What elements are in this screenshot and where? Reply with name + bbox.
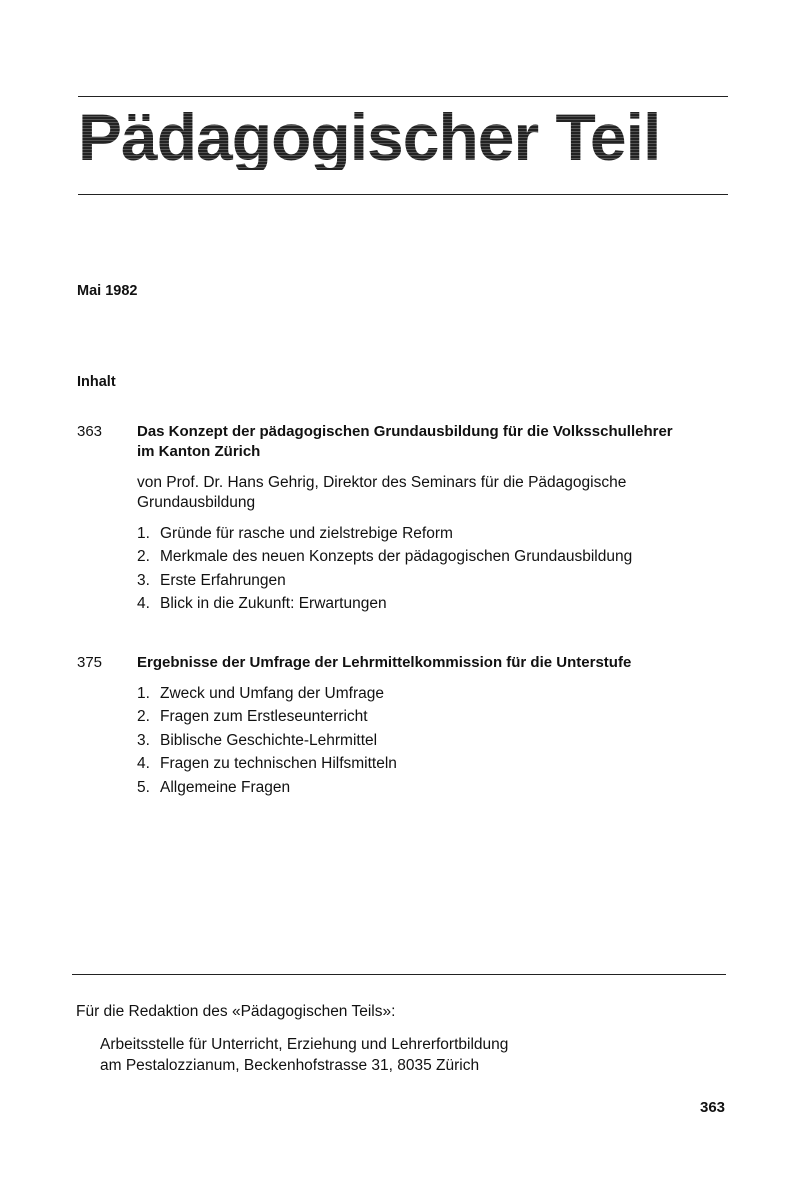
entry-1-author-line-1: von Prof. Dr. Hans Gehrig, Direktor des Seminars für die Pädagogische [137, 474, 627, 491]
top-rule [78, 96, 728, 97]
contents-heading: Inhalt [77, 374, 116, 390]
item-text: Erste Erfahrungen [160, 571, 286, 589]
item-text: Fragen zum Erstleseunterricht [160, 708, 368, 726]
item-text: Gründe für rasche und zielstrebige Reform [160, 525, 453, 542]
item-number: 1. [137, 685, 150, 702]
issue-date: Mai 1982 [77, 283, 138, 299]
editorial-label: Für die Redaktion des «Pädagogischen Teils»: [76, 1003, 396, 1020]
item-number: 3. [137, 731, 150, 749]
list-item [137, 522, 632, 545]
entry-1-title-line-1: Das Konzept der pädagogischen Grundausbildung für die Volksschullehrer [137, 423, 673, 440]
address-line-1: Arbeitsstelle für Unterricht, Erziehung und Lehrerfortbildung [100, 1036, 509, 1053]
item-text: Zweck und Umfang der Umfrage [160, 685, 384, 702]
list-item [137, 729, 397, 752]
item-number: 5. [137, 778, 150, 796]
item-text: Fragen zu technischen Hilfsmitteln [160, 755, 397, 773]
list-item [137, 569, 632, 592]
entry-2-item-list [137, 682, 397, 799]
item-text: Blick in die Zukunft: Erwartungen [160, 595, 387, 613]
item-number: 3. [137, 571, 150, 589]
item-number: 1. [137, 525, 150, 542]
item-number: 4. [137, 595, 150, 613]
entry-1-author-line-2: Grundausbildung [137, 494, 256, 511]
item-text: Biblische Geschichte-Lehrmittel [160, 731, 378, 749]
list-item [137, 752, 397, 775]
entry-1-author [137, 473, 732, 513]
list-item [137, 682, 397, 705]
item-number: 4. [137, 755, 150, 773]
list-item [137, 592, 632, 615]
list-item [137, 705, 397, 728]
list-item [137, 545, 632, 568]
item-text: Allgemeine Fragen [160, 778, 291, 796]
entry-1-item-list [137, 522, 632, 616]
entry-1-title-line-2: im Kanton Zürich [137, 443, 261, 460]
entry-1-page-number: 363 [77, 423, 103, 440]
address-line-2: am Pestalozzianum, Beckenhofstrasse 31, 8035 Zürich [100, 1057, 480, 1074]
entry-2-page-number: 375 [77, 654, 103, 671]
list-item [137, 776, 397, 799]
item-text: Merkmale des neuen Konzepts der pädagogischen Grundausbildung [160, 548, 633, 566]
title-underline-rule [78, 194, 728, 195]
page-title: Pädagogischer Teil [78, 100, 661, 174]
editorial-address [100, 1034, 508, 1076]
entry-1-title [137, 422, 732, 462]
item-number: 2. [137, 708, 150, 726]
item-number: 2. [137, 548, 150, 566]
page-number: 363 [700, 1099, 726, 1116]
entry-2-title: Ergebnisse der Umfrage der Lehrmittelkommission für die Unterstufe [137, 654, 632, 671]
footer-rule [72, 974, 726, 975]
